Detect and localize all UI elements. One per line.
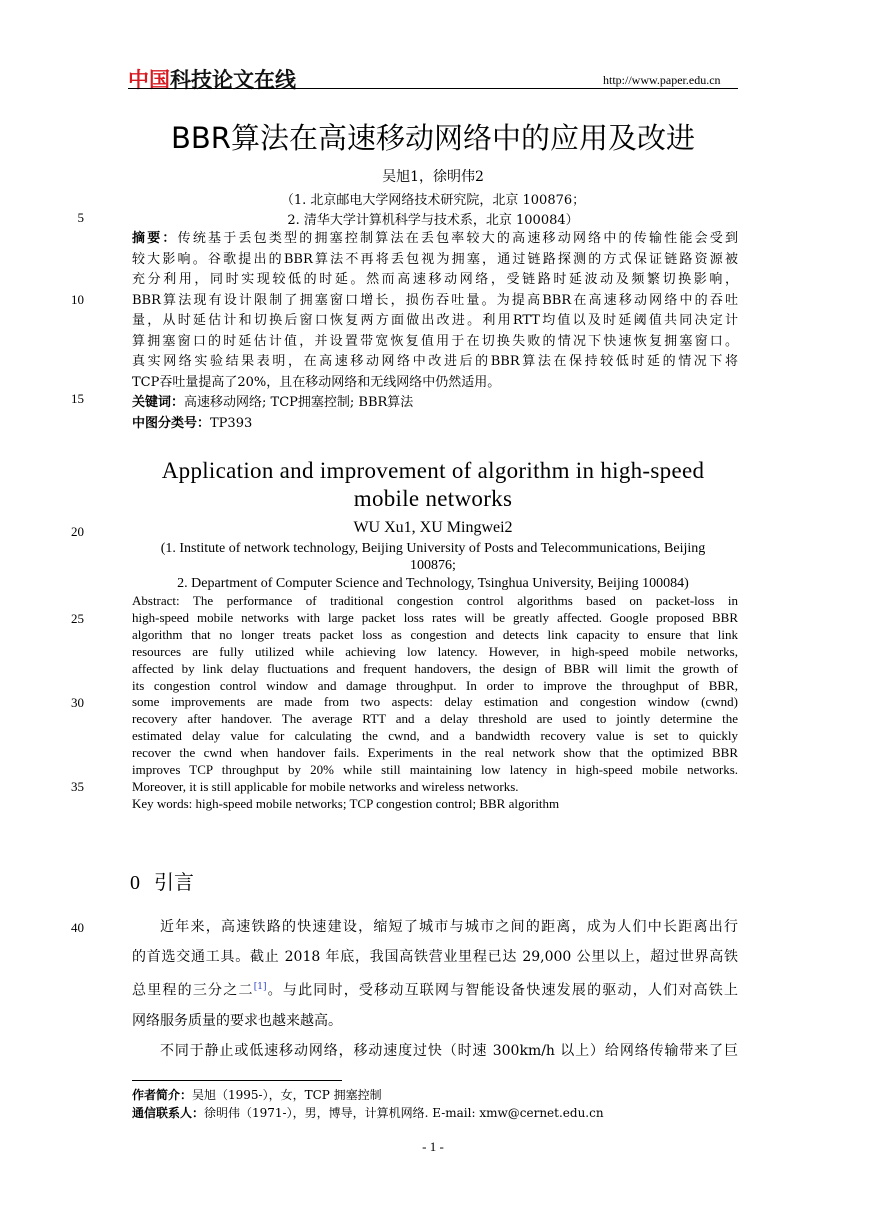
abstract-en-line: estimated delay value for calculating the cwnd, and a bandwidth recovery value is set to quickly <box>132 728 738 744</box>
page-number: - 1 - <box>422 1139 444 1154</box>
abstract-en-line: some improvements are made from two aspects: delay estimation and congestion window (cwnd) <box>132 694 738 710</box>
footnote-rule <box>132 1080 342 1081</box>
footnote-author-text: 吴旭（1995-），女，TCP 拥塞控制 <box>192 1088 382 1102</box>
section-heading <box>130 866 194 895</box>
abstract-cn-line: BBR算法现有设计限制了拥塞窗口增长，损伤吞吐量。为提高BBR在高速移动网络中的吞吐 <box>132 292 738 308</box>
footnote-contact <box>132 1104 604 1121</box>
keywords-en: Key words: high-speed mobile networks; TCP congestion control; BBR algorithm <box>132 795 560 811</box>
abstract-cn <box>132 229 738 434</box>
footnote-contact-label: 通信联系人： <box>132 1106 205 1120</box>
paper-title-en-line-2: mobile networks <box>353 486 513 511</box>
body-line: 网络服务质量的要求也越来越高。 <box>132 1012 342 1029</box>
abstract-en-line: algorithm that no longer treats packet loss as congestion and detects link capacity to ensure that link <box>132 626 738 642</box>
line-number: 20 <box>71 524 84 539</box>
abstract-en-line: resources are fully utilized while achieving low latency. However, in high-speed mobile networks, <box>132 643 738 659</box>
paper-title-en-line-1: Application and improvement of algorithm in high-speed <box>161 458 705 483</box>
line-number: 25 <box>71 611 84 626</box>
footnote-author-label: 作者简介： <box>132 1088 193 1102</box>
body-line: 总里程的三分之二 <box>132 982 254 999</box>
header-url[interactable]: http://www.paper.edu.cn <box>603 73 721 87</box>
affiliation-cn-2: 2. 清华大学计算机科学与技术系，北京 100084） <box>287 213 579 228</box>
abstract-cn-line: TCP吞吐量提高了20%，且在移动网络和无线网络中仍然适用。 <box>132 374 501 390</box>
abstract-en-line: high-speed mobile networks with large packet loss rates will be greatly affected. Google proposed BBR <box>132 609 738 625</box>
line-number: 10 <box>71 292 84 307</box>
line-numbers <box>0 0 100 1228</box>
header-rule <box>128 88 738 89</box>
abstract-en-line: recovery after handover. The average RTT and a delay threshold are used to jointly determine the <box>132 711 738 727</box>
abstract-cn-line: 较大影响。谷歌提出的BBR算法不再将丢包视为拥塞，通过链路探测的方式保证链路资源被 <box>132 251 738 267</box>
keywords-cn-label: 关键词： <box>132 395 185 410</box>
affiliation-cn-1: （1. 北京邮电大学网络技术研究院，北京 100876； <box>280 193 586 208</box>
clc-label: 中图分类号： <box>132 415 211 431</box>
affiliation-en-1-cont: 100876; <box>410 558 456 573</box>
line-number: 15 <box>71 391 84 406</box>
footnote-contact-text: 徐明伟（1971-），男，博导，计算机网络. E-mail: xmw@cernet.edu.cn <box>204 1106 604 1120</box>
abstract-en-line: its congestion control window and damage throughput. In order to improve the throughput of BBR, <box>132 677 738 693</box>
authors-cn: 吴旭1，徐明伟2 <box>382 169 484 185</box>
abstract-cn-line: 算拥塞窗口的时延估计值，并设置带宽恢复值用于在切换失败的情况下快速恢复拥塞窗口。 <box>132 333 738 349</box>
body-line: 近年来，高速铁路的快速建设，缩短了城市与城市之间的距离，成为人们中长距离出行 <box>160 919 738 935</box>
clc-number: TP393 <box>210 415 253 431</box>
keywords-cn: 高速移动网络; TCP拥塞控制; BBR算法 <box>184 395 414 410</box>
section-title: 引言 <box>154 870 194 894</box>
line-number: 40 <box>71 920 84 935</box>
body-paragraph-1 <box>132 912 738 1066</box>
abstract-en <box>132 593 738 813</box>
abstract-en-line: affected by link delay fluctuations and frequent handovers, the design of BBR will limit the growth of <box>132 660 738 676</box>
abstract-cn-line: 量，从时延估计和切换后窗口恢复两方面做出改进。利用RTT均值以及时延阈值共同决定计 <box>132 313 738 328</box>
body-line: 的首选交通工具。截止 2018 年底，我国高铁营业里程已达 29,000 公里以上，超过世界高铁 <box>132 949 738 965</box>
abstract-cn-line: 传统基于丢包类型的拥塞控制算法在丢包率较大的高速移动网络中的传输性能会受到 <box>177 231 738 246</box>
line-number: 30 <box>71 695 84 710</box>
affiliation-en-2: 2. Department of Computer Science and Technology, Tsinghua University, Beijing 100084) <box>177 576 689 591</box>
section-number: 0 <box>130 872 140 894</box>
site-logo <box>128 64 296 94</box>
abstract-en-line: Moreover, it is still applicable for mobile networks and wireless networks. <box>132 778 519 794</box>
authors-en: WU Xu1, XU Mingwei2 <box>353 519 513 536</box>
abstract-cn-label: 摘要： <box>132 231 178 246</box>
abstract-cn-line: 充分利用，同时实现较低的时延。然而高速移动网络，受链路时延波动及频繁切换影响， <box>132 272 738 287</box>
body-line: 。与此同时，受移动互联网与智能设备快速发展的驱动，人们对高铁上 <box>266 982 739 999</box>
citation-link[interactable]: [1] <box>253 982 267 992</box>
line-number: 5 <box>77 210 84 225</box>
paper-title-cn: BBR算法在高速移动网络中的应用及改进 <box>171 121 695 155</box>
abstract-en-line: improves TCP throughput by 20% while still maintaining low latency in high-speed mobile networks. <box>132 762 738 778</box>
abstract-en-line: Abstract: The performance of traditional congestion control algorithms based on packet-loss in <box>132 593 738 608</box>
abstract-en-line: recover the cwnd when handover fails. Experiments in the real network show that the optimized BBR <box>132 745 738 761</box>
line-number: 35 <box>71 779 84 794</box>
footnote-author <box>132 1086 382 1103</box>
logo-black-text: 科技论文在线 <box>170 68 296 92</box>
abstract-cn-line: 真实网络实验结果表明，在高速移动网络中改进后的BBR算法在保持较低时延的情况下将 <box>132 354 738 369</box>
logo-red-text: 中国 <box>128 68 170 92</box>
affiliation-en-1: (1. Institute of network technology, Beijing University of Posts and Telecommunications, Beijing <box>160 541 706 556</box>
body-line: 不同于静止或低速移动网络，移动速度过快（时速 300km/h 以上）给网络传输带来了巨 <box>160 1042 738 1059</box>
